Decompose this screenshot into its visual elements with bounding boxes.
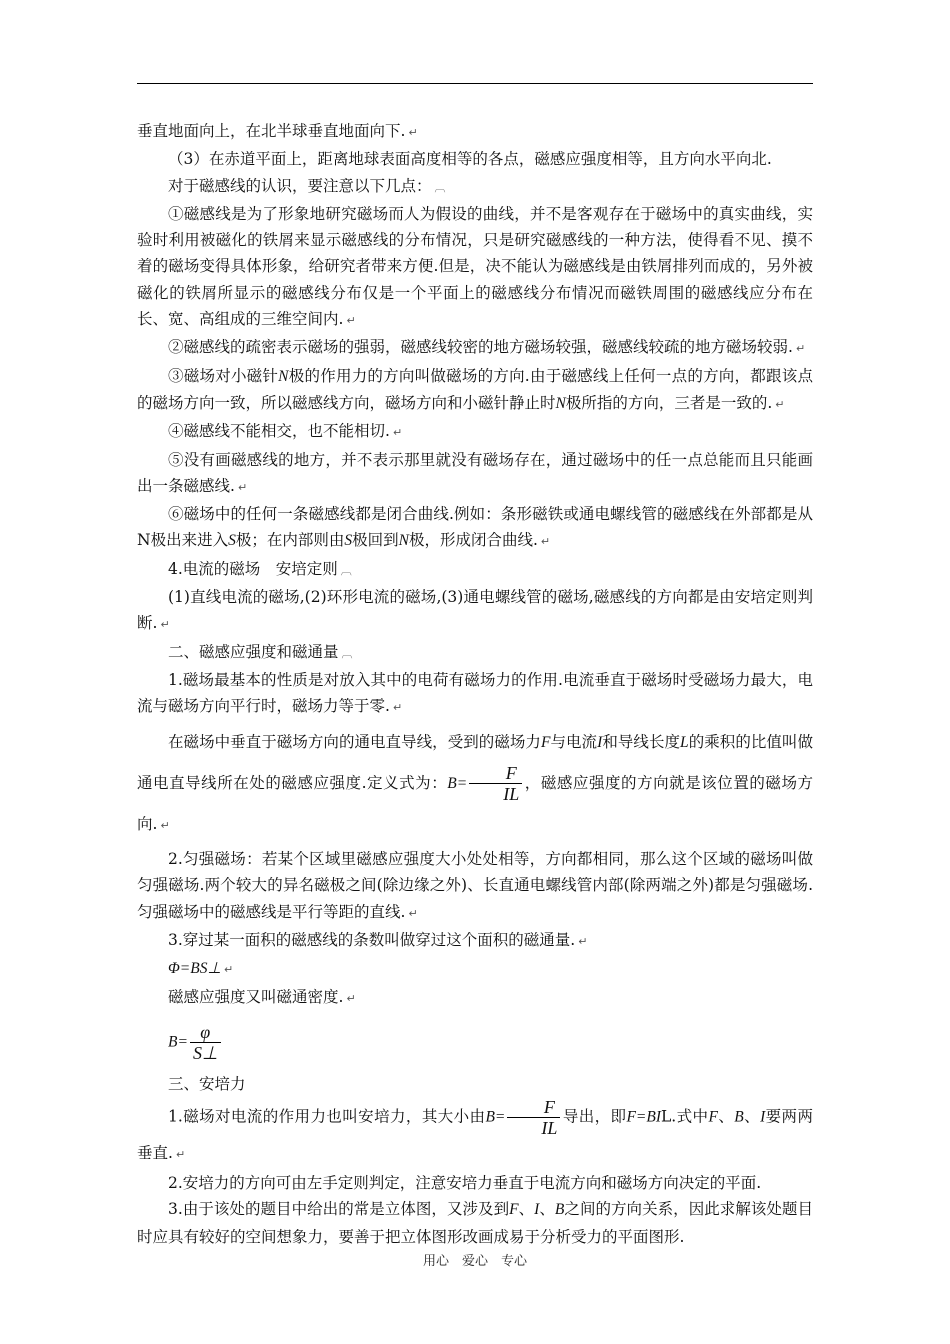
paragraph-18: 磁感应强度又叫磁通密度. ↵ (168, 987, 356, 1006)
paragraph-13: 1.磁场最基本的性质是对放入其中的电荷有磁场力的作用.电流垂直于磁场时受磁场力最大，电流与磁场方向平行时，磁场力等于零. ↵ (137, 670, 813, 716)
paragraph-7: ④磁感线不能相交，也不能相切. ↵ (168, 422, 403, 441)
paragraph-9: ⑥磁场中的任何一条磁感线都是闭合曲线.例如：条形磁铁或通电螺线管的磁感线在外部都是从N极出来进入S极；在内部则由S极回到N极，形成闭合曲线. ↵ (137, 505, 813, 550)
section-heading-2: 二、磁感应强度和磁通量 ︹ (168, 642, 353, 661)
formula-flux: Φ=BS⊥ ↵ (168, 960, 234, 978)
paragraph-mark: ↵ (160, 819, 170, 833)
paragraph-mark: ↵ (578, 934, 588, 948)
formula-lhs: B= (485, 1108, 506, 1126)
paragraph-1: 垂直地面向上，在北半球垂直地面向下. ↵ (137, 122, 418, 140)
paragraph-6: ③磁场对小磁针N极的作用力的方向叫做磁场的方向.由于磁感线上任何一点的方向，都跟该点的磁场方向一致，所以磁感线方向，磁场方向和小磁针静止时N极所指的方向，三者是一致的. ↵ (137, 366, 813, 412)
paragraph-mark: ↵ (795, 342, 806, 356)
paragraph-5: ②磁感线的疏密表示磁场的强弱，磁感线较密的地方磁场较强，磁感线较疏的地方磁场较弱. ↵ (168, 338, 806, 357)
paragraph-mark: ︹ (341, 646, 353, 660)
paragraph-15: 2.匀强磁场：若某个区域里磁感应强度大小处处相等，方向都相同，那么这个区域的磁场叫做匀强磁场.两个较大的异名磁极之间(除边缘之外)、长直通电螺线管内部(除两端之外)都是匀强磁场.匀强磁场中的磁感线是平行等距的直线. ↵ (137, 850, 813, 921)
paragraph-mark: ↵ (160, 618, 170, 632)
paragraph-mark: ↵ (237, 480, 248, 494)
paragraph-16: 3.穿过某一面积的磁感线的条数叫做穿过这个面积的磁通量. ↵ (168, 930, 588, 949)
formula-flux-density: B= $\frac{\varphi}{S\perp}$ (137, 1022, 813, 1063)
paragraph-mark: ︹ (434, 180, 446, 194)
page-footer: 用心 爱心 专心 (422, 1254, 527, 1269)
paragraph-3: 对于磁感线的认识，要注意以下几点： ︹ (168, 176, 446, 195)
section-heading-ampere-rule: 4.电流的磁场 安培定则 ︹ (168, 559, 352, 578)
paragraph-mark: ↵ (392, 426, 403, 440)
document-body (137, 118, 813, 1250)
fraction-F-over-IL: $\frac{F}{IL}$ (469, 763, 522, 804)
paragraph-4: ①磁感线是为了形象地研究磁场而人为假设的曲线，并不是客观存在于磁场中的真实曲线，实验时利用被磁化的铁屑来显示磁感线的分布情况，只是研究磁感线的一种方法，使得看不见、摸不着的磁场变得具体形象，给研究者带来方便.但是，决不能认为磁感线是由铁屑排列而成的，另外被磁化的铁屑所显示的磁感线分布仅是一个平面上的磁感线分布情况而磁铁周围的磁感线应分布在长、宽、高组成的三维空间内. ↵ (137, 204, 813, 329)
paragraph-mark: ↵ (223, 963, 234, 977)
paragraph-mark: ↵ (408, 126, 418, 139)
paragraph-11: (1)直线电流的磁场,(2)环形电流的磁场,(3)通电螺线管的磁场,磁感线的方向都是由安培定则判断. ↵ (137, 588, 813, 633)
paragraph-mark: ↵ (175, 1148, 186, 1162)
header-rule (137, 83, 813, 84)
paragraph-22: 2.安培力的方向可由左手定则判定，注意安培力垂直于电流方向和磁场方向决定的平面. (168, 1174, 762, 1193)
paragraph-2: （3）在赤道平面上，距离地球表面高度相等的各点，磁感应强度相等，且方向水平向北. (168, 150, 772, 169)
fraction-phi-over-S: $\frac{\varphi}{S\perp}$ (190, 1022, 221, 1063)
fraction-F-over-IL: $\frac{F}{IL}$ (507, 1097, 560, 1138)
section-heading-3: 三、安培力 (168, 1074, 246, 1093)
paragraph-mark: ↵ (775, 397, 785, 411)
paragraph-mark: ↵ (346, 991, 356, 1005)
paragraph-mark: ↵ (540, 535, 551, 549)
paragraph-8: ⑤没有画磁感线的地方，并不表示那里就没有磁场存在，通过磁场中的任一点总能而且只能画出一条磁感线. ↵ (137, 450, 813, 495)
paragraph-mark: ↵ (408, 906, 418, 920)
paragraph-mark: ↵ (392, 701, 403, 715)
paragraph-mark: ︹ (340, 563, 352, 577)
paragraph-23: 3.由于该处的题目中给出的常是立体图，又涉及到F、I、B之间的方向关系，因此求解该处题目时应具有较好的空间想象力，要善于把立体图形改画成易于分析受力的平面图形. (137, 1200, 813, 1246)
paragraph-mark: ↵ (346, 314, 356, 328)
paragraph-21: 1.磁场对电流的作用力也叫安培力，其大小由B= $\frac{F}{IL}$ 导出，即F=BIL.式中F、B、I要两两垂直. ↵ (137, 1097, 813, 1163)
paragraph-14: 在磁场中垂直于磁场方向的通电直导线，受到的磁场力F与电流I和导线长度L的乘积的比值叫做通电直导线所在处的磁感应强度.定义式为：B= $\frac{F}{IL}$ ，磁感应强度的方向就是该位置的磁场方向. ↵ (137, 732, 813, 834)
formula-lhs: B= (447, 774, 468, 792)
